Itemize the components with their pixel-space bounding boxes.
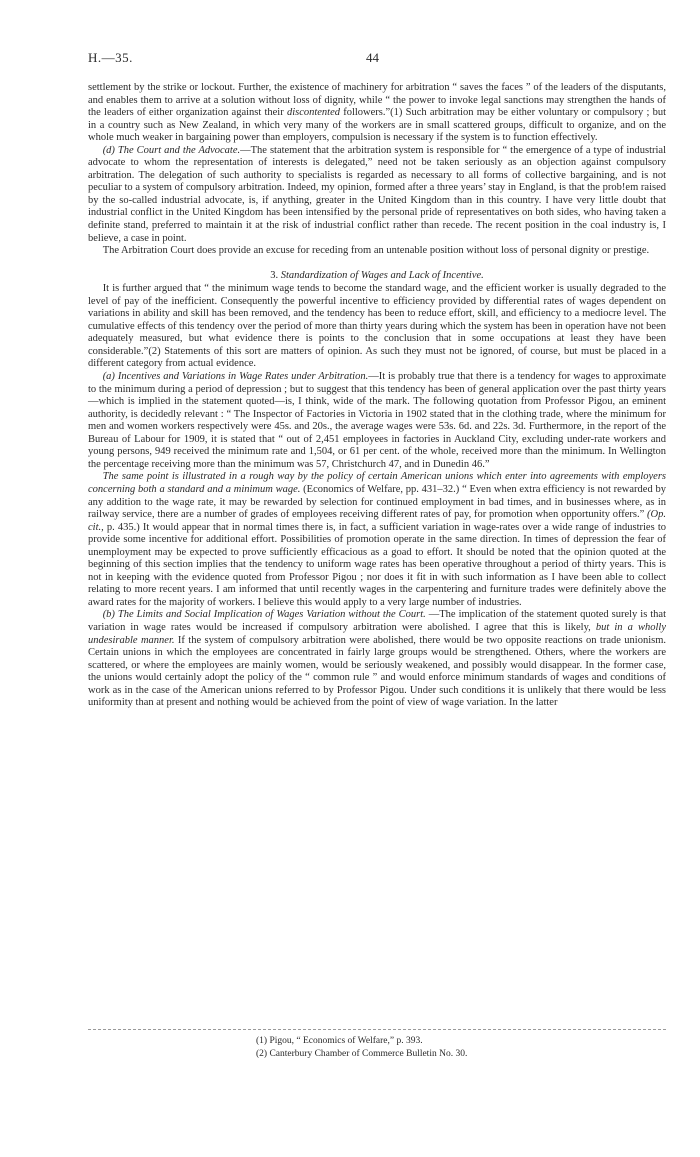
section-title: Standardization of Wages and Lack of Incentive.: [280, 269, 484, 281]
paragraph-arbitration-excuse: The Arbitration Court does provide an excuse for receding from an untenable position without loss of personal dignity or prestige.: [102, 245, 650, 257]
paragraph-incentives: (a) Incentives and Variations in Wage Rates under Arbitration.—It is probably true that there is a tendency for wages to approximate to the minimum during a period of depression ; but to suggest that this tendency has been of general application over the past thirty years—which is implied in the statement quoted—is, I think, wide of the mark. The following quotation from Professor Pigou, an eminent authority, is decidedly relevant : “ The Inspector of Factories in Victoria in 1902 stated that in the clothing trade, where the minimum for men and women workers respectively were 45s. and 20s., the average wages were 53s. 6d. and 22s. 3d. Furthermore, in the report of the Bureau of Labour for 1909, it is stated that “ out of 2,451 employees in factories in Auckland City, excluding under-rate workers and young persons, 949 received the minimum rate and 1,504, or 61 per cent. of the whole, received more than the minimum. In Wellington the percentage receiving more than the minimum was 57, Christchurch 47, and in Dunedin 46.”: [88, 371, 666, 470]
paragraph-court-advocate: (d) The Court and the Advocate.—The statement that the arbitration system is responsible for “ the emergence of a type of industrial advocate to whom the representation of interests is delegated,” need not be taken seriously as an objection against compulsory arbitration. The delegation of such authority to specialists is regarded as necessary to all forms of collective bargaining, and is not peculiar to a system of compulsory arbitration. Indeed, my opinion, formed after a three years’ stay in England, is that the prob!em raised by the so-called industrial advocate, is, if anything, greater in the United Kingdom than in this country. I have very little doubt that industrial conflict in the United Kingdom has been intensified by the personal pride of representatives on both sides, who having taken a definite stand, preferred to maintain it at the risk of industrial conflict rather than recede. The recent position in the coal industry is, I believe, a case in point.: [88, 144, 666, 244]
subheading-court-advocate: (d) The Court and the Advocate.: [102, 144, 241, 156]
paragraph-limits-social-implication: (b) The Limits and Social Implication of Wages Variation without the Court. —The implication of the statement quoted surely is that variation in wage rates would be increased if compulsory arbitration were abolished. I agree that this is likely, but in a wholly undesirable manner. If the system of compulsory arbitration were abolished, there would be two opposite reactions on trade unionism. Certain unions in which the employees are concentrated in fairly large groups would be strengthened. Others, where the workers are scattered, or where the employees are mainly women, would be seriously weakened, and possibly would disappear. In the former case, the unions would certainly adopt the policy of the “ common rule ” and would enforce minimum standards of wages and conditions of work as in the case of the American unions referred to by Professor Pigou. Under such conditions it is unlikely that there would be less uniformity than at present and nothing would be achieved from the point of view of wage variation. In the latter: [88, 609, 666, 709]
section-heading: [88, 270, 666, 283]
paragraph-arbitration-faces: settlement by the strike or lockout. Further, the existence of machinery for arbitration “ saves the faces ” of the leaders of the disputants, and enables them to arrive at a solution without loss of dignity, while “ the power to invoke legal sanctions may strengthen the hands of the leaders of either organization against their discontented followers.”(1) Such arbitration may be either voluntary or compulsory ; but in a country such as New Zealand, in which very many of the workers are in small scattered groups, difficult to organize, and on the whole much weaker in bargaining power than employers, compulsion is necessary if the system is to function effectively.: [88, 82, 666, 144]
paragraph-minimum-wage: It is further argued that “ the minimum wage tends to become the standard wage, and the efficient worker is usually degraded to the level of pay of the inefficient. Consequently the powerful incentive to efficiency provided by differential rates of wages dependent on variations in ability and skill has been removed, and the tendency has been to reduce effort, skill, and efficiency to a mediocre level. The cumulative effects of this tendency over the period of more than thirty years during which the system has been in operation have not been adequately measured, but what evidence there is points to the conclusion that in some occupations at least they have been considerable.”(2) Statements of this sort are matters of opinion. As such they must not be ignored, of course, but must be placed in a different category from actual evidence.: [88, 283, 667, 370]
page-number: 44: [366, 50, 379, 65]
document-reference: H.—35.: [88, 50, 133, 65]
footnote-divider: [88, 1029, 666, 1030]
footnotes: [256, 1035, 467, 1060]
footnote-1: (1) Pigou, “ Economics of Welfare,” p. 393.: [256, 1036, 423, 1046]
paragraph-american-unions: The same point is illustrated in a rough way by the policy of certain American unions which enter into agreements with employers concerning both a standard and a minimum wage. (Economics of Welfare, pp. 431–32.) “ Even when extra efficiency is not rewarded by any addition to the wage rate, it may be rewarded by selection for continued employment in bad times, and in businesses where, as in railway service, there are a number of grades of employees receiving different rates of pay, for promotion when opportunity offers.” (Op. cit., p. 435.) It would appear that in normal times there is, in fact, a sufficient variation in wage-rates over a wide range of industries to provide some incentive for additional effort. Possibilities of promotion operate in the same direction. In times of depression the fear of unemployment may be expected to prove sufficiently efficacious as a goad to effort. It should be noted that the opinion quoted at the beginning of this section implies that the tendency to uniform wage rates has been operative throughout a period of thirty years. This is not in keeping with the evidence quoted from Professor Pigou ; nor does it fit in with such information as I have been able to collect relating to more recent years. I am informed that until recently wages in the carpentering and furniture trades were definitely above the award rates for the majority of workers. I believe this would apply to a very large number of industries.: [88, 471, 666, 608]
section-number: 3.: [270, 269, 279, 281]
body-text: [88, 82, 666, 710]
footnote-2: (2) Canterbury Chamber of Commerce Bulletin No. 30.: [256, 1048, 468, 1059]
subheading-incentives: (a) Incentives and Variations in Wage Rates under Arbitration.: [102, 371, 369, 383]
subheading-limits: (b) The Limits and Social Implication of Wages Variation without the Court.: [102, 609, 426, 621]
